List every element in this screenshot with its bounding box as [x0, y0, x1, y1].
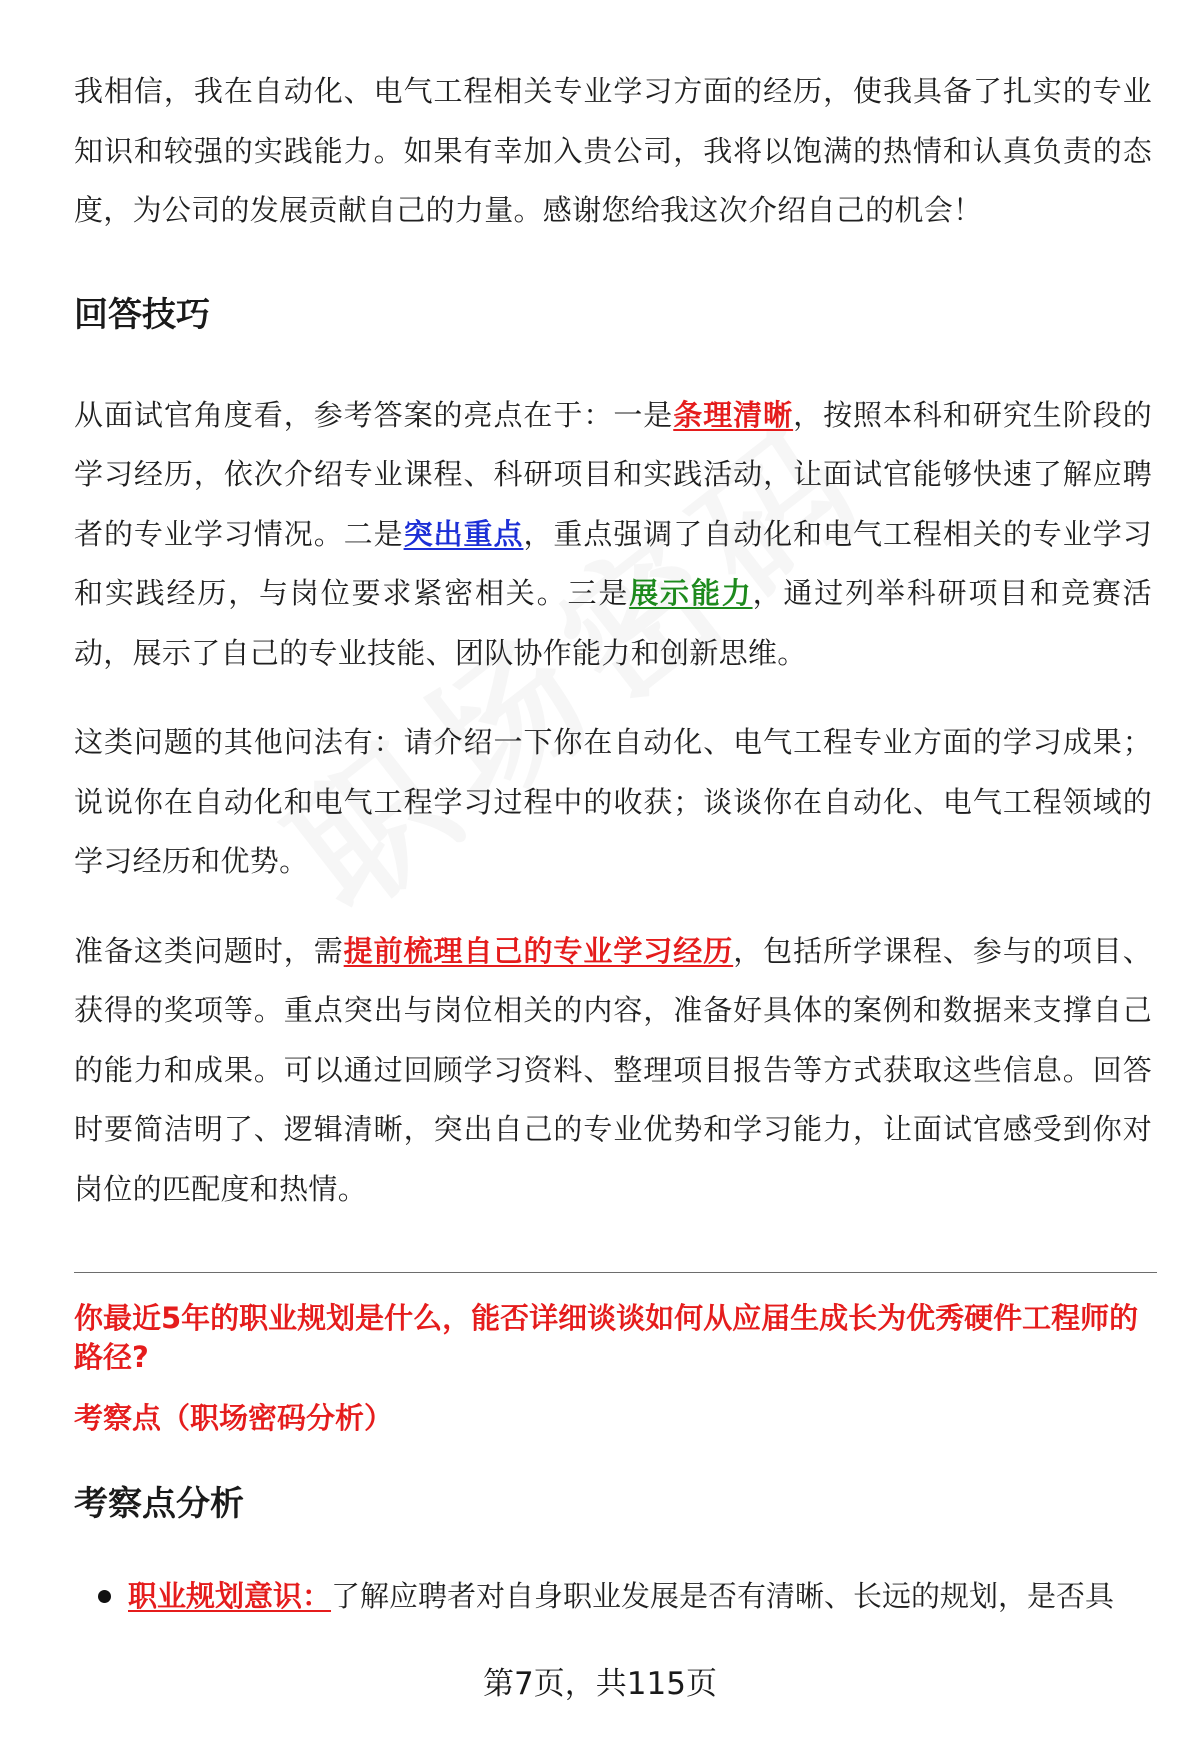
tips-paragraph-1 [74, 386, 1152, 684]
tips-p3-text-1: 准备这类问题时，需 [74, 933, 344, 968]
page-number-footer: 第7页，共115页 [483, 1666, 717, 1702]
highlight-prepare-experience: 提前梳理自己的专业学习经历 [343, 933, 734, 968]
section-heading-tips: 回答技巧 [74, 294, 210, 335]
bullet-text: 了解应聘者对自身职业发展是否有清晰、长远的规划，是否具 [331, 1579, 1115, 1613]
analysis-list [74, 1567, 1152, 1626]
bullet-label: 职业规划意识： [128, 1579, 332, 1613]
tips-paragraph-3 [74, 922, 1152, 1220]
tips-p1-text-1: 从面试官角度看，参考答案的亮点在于：一是 [74, 397, 674, 432]
assessment-label: 考察点（职场密码分析） [74, 1401, 394, 1435]
highlight-key-points: 突出重点 [403, 516, 524, 551]
section-divider [74, 1272, 1157, 1273]
tips-paragraph-2: 这类问题的其他问法有：请介绍一下你在自动化、电气工程专业方面的学习成果；说说你在自动化和电气工程学习过程中的收获；谈谈你在自动化、电气工程领域的学习经历和优势。 [74, 725, 1152, 878]
highlight-show-ability: 展示能力 [629, 576, 753, 610]
highlight-clear-structure: 条理清晰 [673, 397, 794, 432]
list-item [74, 1567, 1152, 1626]
tips-p1-text-4: ，通过列举科研项目和竞赛活动，展示了自己的专业技能、团队协作能力和创新思维。 [74, 576, 1152, 670]
intro-paragraph: 我相信，我在自动化、电气工程相关专业学习方面的经历，使我具备了扎实的专业知识和较强的实践能力。如果有幸加入贵公司，我将以饱满的热情和认真负责的态度，为公司的发展贡献自己的力量。感谢您给我这次介绍自己的机会！ [74, 74, 1152, 227]
section-heading-analysis: 考察点分析 [74, 1484, 244, 1524]
tips-p3-text-2: ，包括所学课程、参与的项目、获得的奖项等。重点突出与岗位相关的内容，准备好具体的案例和数据来支撑自己的能力和成果。可以通过回顾学习资料、整理项目报告等方式获取这些信息。回答时要简洁明了、逻辑清晰，突出自己的专业优势和学习能力，让面试官感受到你对岗位的匹配度和热情。 [74, 933, 1153, 1206]
tips-p1-text-2: ，按照本科和研究生阶段的学习经历，依次介绍专业课程、科研项目和实践活动，让面试官能够快速了解应聘者的专业学习情况。二是 [74, 397, 1152, 551]
bullet-dot-icon [98, 1590, 111, 1603]
tips-p1-text-3: ，重点强调了自动化和电气工程相关的专业学习和实践经历，与岗位要求紧密相关。三是 [74, 516, 1152, 610]
interview-question: 你最近5年的职业规划是什么，能否详细谈谈如何从应届生成长为优秀硬件工程师的路径? [74, 1301, 1139, 1374]
page-content [74, 62, 1152, 1626]
